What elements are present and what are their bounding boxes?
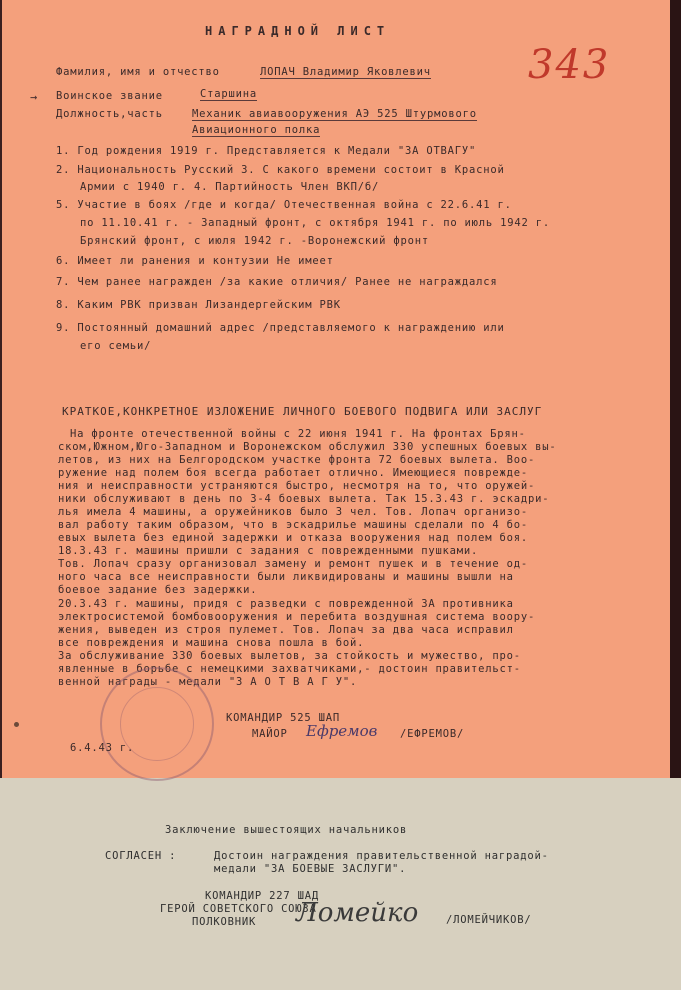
- body-line: ском,Южном,Юго-Западном и Воронежском обслужил 330 успешных боевых вы-: [58, 441, 557, 453]
- name-label: Фамилия, имя и отчество: [56, 66, 220, 78]
- body-line: 20.3.43 г. машины, придя с разведки с поврежденной ЗА противника: [58, 598, 514, 610]
- document-title: НАГРАДНОЙ ЛИСТ: [205, 24, 391, 38]
- rank-value: Старшина: [200, 88, 257, 100]
- body-line: вал работу таким образом, что в эскадрилье машины сделали по 4 бо-: [58, 519, 529, 531]
- body-line: венной награды - медали "З А О Т В А Г У".: [58, 676, 358, 688]
- field-9b: его семьи/: [80, 340, 152, 352]
- body-line: ники обслуживают в день по 3-4 боевых вылета. Так 15.3.43 г. эскадри-: [58, 493, 550, 505]
- margin-arrow-icon: →: [30, 90, 38, 104]
- body-line: На фронте отечественной войны с 22 июня 1941 г. На фронтах Брян-: [70, 428, 526, 440]
- name-value: ЛОПАЧ Владимир Яковлевич: [260, 66, 431, 78]
- field-2b: Армии с 1940 г. 4. Партийность Член ВКП/б/: [80, 181, 380, 193]
- sheet-date: 6.4.43 г.: [70, 742, 135, 754]
- position-value-2: Авиационного полка: [192, 124, 321, 136]
- record-number: 343: [528, 42, 611, 88]
- agreed-label: СОГЛАСЕН :: [105, 850, 177, 862]
- body-line: ружение над полем боя всегда работает отлично. Имеющиеся поврежде-: [58, 467, 529, 479]
- body-line: летов, из них на Белгородском участке фронта 72 боевых вылета. Воо-: [58, 454, 536, 466]
- body-line: явленные в борьбе с немецкими захватчиками,- достоин правительст-: [58, 663, 521, 675]
- colonel-name: /ЛОМЕЙЧИКОВ/: [446, 914, 532, 926]
- agreed-text-2: медали "ЗА БОЕВЫЕ ЗАСЛУГИ".: [214, 863, 407, 875]
- punch-hole: [14, 722, 19, 727]
- commander-title: КОМАНДИР 525 ШАП: [226, 712, 340, 724]
- agreed-text: Достоин награждения правительственной наградой-: [214, 850, 549, 862]
- commander-name: /ЕФРЕМОВ/: [400, 728, 465, 740]
- position-value: Механик авиавооружения АЭ 525 Штурмового: [192, 108, 477, 120]
- body-line: все повреждения и машина снова пошла в бой.: [58, 637, 365, 649]
- official-stamp: [100, 667, 214, 781]
- body-line: лья имела 4 машины, а оружейников было 3 чел. Тов. Лопач организо-: [58, 506, 529, 518]
- position-label: Должность,часть: [56, 108, 163, 120]
- rank-label: Воинское звание: [56, 90, 163, 102]
- field-8: 8. Каким РВК призван Лизандергейским РВК: [56, 299, 341, 311]
- body-line: электросистемой бомбовооружения и перебита воздушная система воору-: [58, 611, 536, 623]
- body-line: жения, выведен из строя пулемет. Тов. Лопач за два часа исправил: [58, 624, 514, 636]
- conclusion-title: Заключение вышестоящих начальников: [165, 824, 408, 836]
- section-title: КРАТКОЕ,КОНКРЕТНОЕ ИЗЛОЖЕНИЕ ЛИЧНОГО БОЕВОГО ПОДВИГА ИЛИ ЗАСЛУГ: [62, 405, 543, 418]
- field-2: 2. Национальность Русский 3. С какого времени состоит в Красной: [56, 164, 505, 176]
- hero-title: ГЕРОЙ СОВЕТСКОГО СОЮЗА: [160, 903, 317, 915]
- field-5b: по 11.10.41 г. - Западный фронт, с октября 1941 г. по июль 1942 г.: [80, 217, 551, 229]
- body-line: боевое задание без задержки.: [58, 584, 258, 596]
- field-6: 6. Имеет ли ранения и контузии Не имеет: [56, 255, 334, 267]
- division-commander: КОМАНДИР 227 ШАД: [205, 890, 319, 902]
- body-line: Тов. Лопач сразу организовал замену и ремонт пушек и в течение од-: [58, 558, 529, 570]
- body-line: евых вылета без единой задержки и отказа вооружения над полем боя.: [58, 532, 529, 544]
- field-5: 5. Участие в боях /где и когда/ Отечественная война с 22.6.41 г.: [56, 199, 512, 211]
- field-7: 7. Чем ранее награжден /за какие отличия/ Ранее не награждался: [56, 276, 498, 288]
- field-9: 9. Постоянный домашний адрес /представляемого к награждению или: [56, 322, 505, 334]
- body-line: 18.3.43 г. машины пришли с задания с поврежденными пушками.: [58, 545, 479, 557]
- commander-signature: Ефремов: [306, 722, 378, 740]
- commander-rank: МАЙОР: [252, 728, 288, 740]
- field-5c: Брянский фронт, с июля 1942 г. -Воронежский фронт: [80, 235, 429, 247]
- conclusion-page: [0, 778, 681, 990]
- scan-edge: [670, 0, 681, 778]
- colonel-signature: Ломейко: [296, 898, 419, 928]
- body-line: ния и неисправности устраняются быстро, несмотря на то, что оружей-: [58, 480, 536, 492]
- body-line: За обслуживание 330 боевых вылетов, за стойкость и мужество, про-: [58, 650, 521, 662]
- body-line: ного часа все неисправности были ликвидированы и машины вышли на: [58, 571, 514, 583]
- colonel-rank: ПОЛКОВНИК: [192, 916, 257, 928]
- field-1: 1. Год рождения 1919 г. Представляется к Медали "ЗА ОТВАГУ": [56, 145, 477, 157]
